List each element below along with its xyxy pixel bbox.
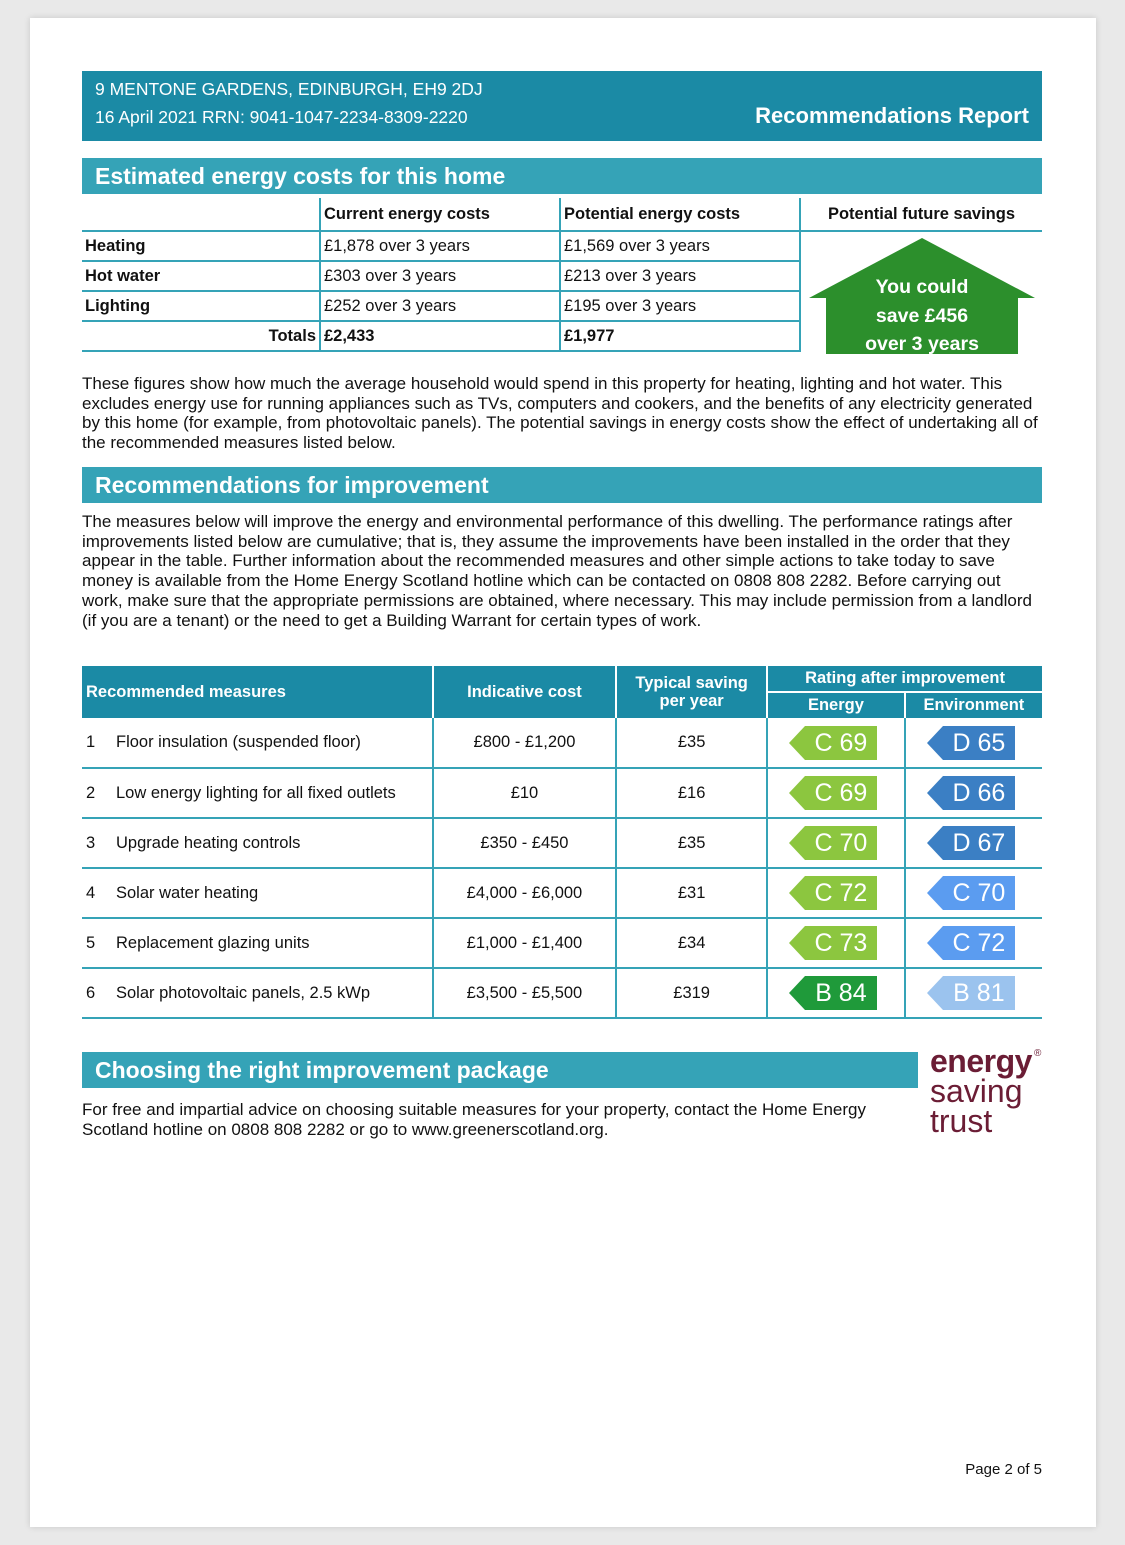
typical-saving: £16 [616, 768, 767, 818]
measure-number: 4 [86, 883, 96, 902]
typical-saving: £35 [616, 718, 767, 768]
energy-rating-badge: C 69 [805, 726, 877, 760]
total-potential: £1,977 [560, 321, 800, 351]
measure-number: 1 [86, 733, 96, 751]
environment-rating-badge: D 66 [943, 776, 1015, 810]
report-header [82, 71, 1042, 141]
environment-rating-badge: D 67 [943, 826, 1015, 860]
measure-number: 5 [86, 933, 96, 952]
table-row [82, 918, 1042, 968]
measure-name: Floor insulation (suspended floor) [116, 733, 361, 751]
col-measures: Recommended measures [82, 666, 433, 718]
table-row [82, 968, 1042, 1018]
energy-rating-cell [767, 768, 905, 818]
environment-rating-cell [905, 968, 1042, 1018]
current-cost: £252 over 3 years [320, 291, 560, 321]
recommendations-intro: The measures below will improve the energy and environmental performance of this dwelling. The performance ratings after improvements listed below are cumulative; that is, they assume the improvements have been installed in the order that they appear in the table. Further information about the recommended measures and other simple actions to take today to save money is available from the Home Energy Scotland hotline which can be contacted on 0808 808 2282. Before carrying out work, make sure that the appropriate permissions are obtained, where necessary. This may include permission from a landlord (if you are a tenant) or the need to get a Building Warrant for certain types of work. [82, 512, 1032, 630]
current-cost: £303 over 3 years [320, 261, 560, 291]
current-cost: £1,878 over 3 years [320, 231, 560, 261]
savings-text [809, 273, 1035, 359]
logo-registered-mark: ® [1034, 1048, 1042, 1059]
table-row [82, 868, 1042, 918]
page-number: Page 2 of 5 [965, 1461, 1042, 1478]
measure-name: Low energy lighting for all fixed outlets [116, 783, 396, 802]
totals-label: Totals [82, 321, 320, 351]
environment-rating-cell [905, 918, 1042, 968]
environment-rating-cell [905, 818, 1042, 868]
environment-rating-cell [905, 768, 1042, 818]
total-current: £2,433 [320, 321, 560, 351]
report-page [30, 18, 1096, 1527]
table-row [82, 768, 1042, 818]
measure-name: Upgrade heating controls [116, 833, 301, 852]
savings-house-graphic [809, 238, 1035, 354]
recommendations-table [82, 666, 1042, 1019]
col-potential-costs: Potential energy costs [560, 198, 800, 231]
measure-number: 3 [86, 833, 96, 852]
col-cost: Indicative cost [433, 666, 617, 718]
measure-name: Solar photovoltaic panels, 2.5 kWp [116, 983, 371, 1002]
energy-rating-cell [767, 918, 905, 968]
costs-explanation: These figures show how much the average household would spend in this property for heating, lighting and hot water. This excludes energy use for running appliances such as TVs, computers and cookers, and the benefits of any electricity generated by this home (for example, from photovoltaic panels). The potential savings in energy costs show the effect of undertaking all of the recommended measures listed below. [82, 374, 1038, 453]
environment-rating-badge: C 72 [943, 926, 1015, 960]
energy-rating-badge: C 70 [805, 826, 877, 860]
col-rating: Rating after improvement [767, 666, 1042, 692]
measure-cell [82, 868, 433, 918]
energy-saving-trust-logo [930, 1043, 1050, 1139]
date-rrn: 16 April 2021 RRN: 9041-1047-2234-8309-2220 [95, 107, 468, 127]
energy-rating-badge: B 84 [805, 976, 877, 1010]
indicative-cost: £10 [433, 768, 617, 818]
potential-cost: £1,569 over 3 years [560, 231, 800, 261]
col-current-costs: Current energy costs [320, 198, 560, 231]
environment-rating-badge: C 70 [943, 876, 1015, 910]
row-label: Lighting [82, 291, 320, 321]
col-saving-line-2: per year [659, 692, 724, 710]
energy-rating-cell [767, 718, 905, 768]
table-row [82, 718, 1042, 768]
report-title: Recommendations Report [755, 103, 1029, 128]
row-label: Heating [82, 231, 320, 261]
costs-header-blank [82, 198, 320, 231]
indicative-cost: £1,000 - £1,400 [433, 918, 617, 968]
table-row [82, 818, 1042, 868]
typical-saving: £31 [616, 868, 767, 918]
measure-cell [82, 718, 433, 768]
savings-line-3: over 3 years [865, 333, 979, 355]
indicative-cost: £350 - £450 [433, 818, 617, 868]
logo-line-3: trust [930, 1103, 993, 1139]
costs-section-title: Estimated energy costs for this home [82, 158, 1042, 194]
measure-name: Replacement glazing units [116, 933, 310, 952]
indicative-cost: £3,500 - £5,500 [433, 968, 617, 1018]
environment-rating-badge: B 81 [943, 976, 1015, 1010]
savings-line-1: You could [875, 276, 969, 298]
col-saving [616, 666, 767, 718]
typical-saving: £34 [616, 918, 767, 968]
energy-rating-badge: C 73 [805, 926, 877, 960]
logo-line-1: energy [930, 1043, 1032, 1079]
energy-rating-cell [767, 868, 905, 918]
savings-line-2: save £456 [875, 304, 969, 327]
energy-rating-cell [767, 968, 905, 1018]
choosing-section [82, 1052, 918, 1139]
recommendations-section-title: Recommendations for improvement [82, 467, 1042, 503]
row-label: Hot water [82, 261, 320, 291]
indicative-cost: £4,000 - £6,000 [433, 868, 617, 918]
potential-cost: £195 over 3 years [560, 291, 800, 321]
typical-saving: £35 [616, 818, 767, 868]
potential-cost: £213 over 3 years [560, 261, 800, 291]
choosing-section-title: Choosing the right improvement package [82, 1052, 918, 1088]
choosing-text: For free and impartial advice on choosing suitable measures for your property, contact the Home Energy Scotland hotline on 0808 808 2282 or go to www.greenerscotland.org. [82, 1100, 866, 1139]
energy-rating-badge: C 72 [805, 876, 877, 910]
logo-line-2: saving [930, 1073, 1023, 1109]
property-address: 9 MENTONE GARDENS, EDINBURGH, EH9 2DJ [95, 79, 483, 99]
col-environment: Environment [905, 692, 1042, 718]
environment-rating-badge: D 65 [943, 726, 1015, 760]
measure-cell [82, 818, 433, 868]
measure-name: Solar water heating [116, 883, 259, 902]
energy-rating-badge: C 69 [805, 776, 877, 810]
energy-rating-cell [767, 818, 905, 868]
typical-saving: £319 [616, 968, 767, 1018]
indicative-cost: £800 - £1,200 [433, 718, 617, 768]
measure-number: 2 [86, 783, 96, 802]
col-future-savings: Potential future savings [800, 198, 1042, 231]
measure-cell [82, 968, 433, 1018]
col-energy: Energy [767, 692, 905, 718]
measure-cell [82, 768, 433, 818]
col-saving-line-1: Typical saving [635, 674, 748, 692]
environment-rating-cell [905, 868, 1042, 918]
measure-cell [82, 918, 433, 968]
environment-rating-cell [905, 718, 1042, 768]
measure-number: 6 [86, 983, 96, 1002]
